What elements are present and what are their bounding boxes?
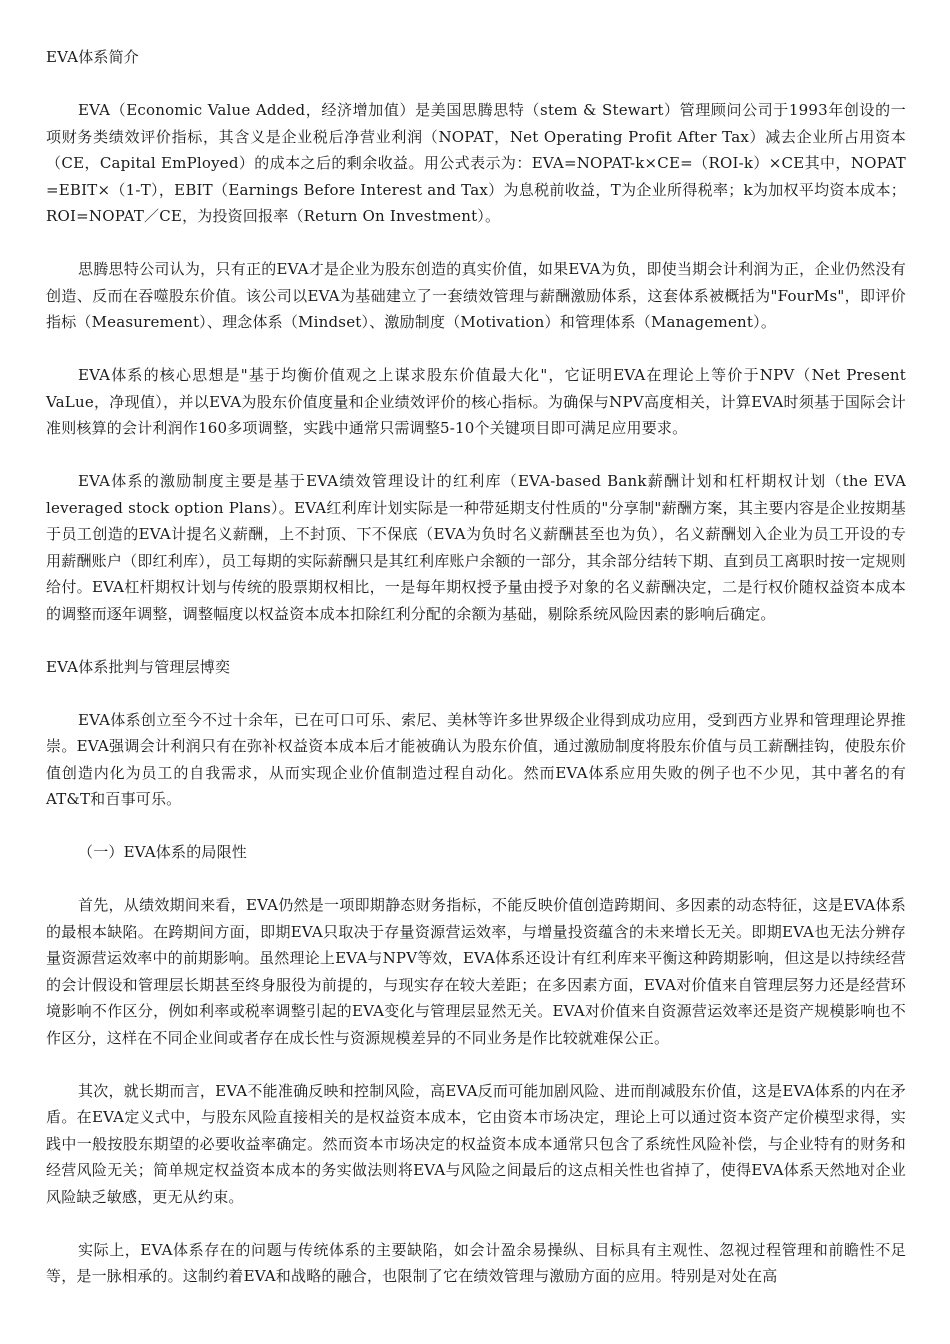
section-heading-eva-intro: EVA体系简介 [46,48,139,66]
subsection-heading-limitations: （一）EVA体系的局限性 [78,843,247,861]
paragraph: 实际上，EVA体系存在的问题与传统体系的主要缺陷，如会计盈余易操纵、目标具有主观性、忽视过程管理和前瞻性不足等，是一脉相承的。这制约着EVA和战略的融合，也限制了它在绩效管理与激励方面的应用。特别是对处在高 [46,1240,906,1285]
paragraph: EVA（Economic Value Added，经济增加值）是美国思腾思特（stem & Stewart）管理顾问公司于1993年创设的一项财务类绩效评价指标，其含义是企业税后净营业利润（NOPAT，Net Operating Profit After Tax）减去企业所占用资本（CE，Capital EmPloyed）的成本之后的剩余收益。用公式表示为：EVA=NOPAT-k×CE=（ROI-k）×CE其中，NOPAT =EBIT×（1-T），EBIT（Earnings Before Interest and Tax）为息税前收益，T为企业所得税率；k为加权平均资本成本；ROI=NOPAT／CE，为投资回报率（Return On Investment）。 [46,101,906,225]
paragraph: 思腾思特公司认为，只有正的EVA才是企业为股东创造的真实价值，如果EVA为负，即使当期会计利润为正，企业仍然没有创造、反而在吞噬股东价值。该公司以EVA为基础建立了一套绩效管理与薪酬激励体系，这套体系被概括为"FourMs"，即评价指标（Measurement）、理念体系（Mindset）、激励制度（Motivation）和管理体系（Management）。 [46,260,906,331]
paragraph: 其次，就长期而言，EVA不能准确反映和控制风险，高EVA反而可能加剧风险、进而削减股东价值，这是EVA体系的内在矛盾。在EVA定义式中，与股东风险直接相关的是权益资本成本，它由资本市场决定，理论上可以通过资本资产定价模型求得，实践中一般按股东期望的必要收益率确定。然而资本市场决定的权益资本成本通常只包含了系统性风险补偿，与企业特有的财务和经营风险无关；简单规定权益资本成本的务实做法则将EVA与风险之间最后的这点相关性也省掉了，使得EVA体系天然地对企业风险缺乏敏感，更无从约束。 [46,1081,906,1206]
paragraph: 首先，从绩效期间来看，EVA仍然是一项即期静态财务指标，不能反映价值创造跨期间、多因素的动态特征，这是EVA体系的最根本缺陷。在跨期间方面，即期EVA只取决于存量资源营运效率，与增量投资蕴含的未来增长无关。即期EVA也无法分辨存量资源营运效率中的前期影响。虽然理论上EVA与NPV等效，EVA体系还设计有红利库来平衡这种跨期影响，但这是以持续经营的会计假设和管理层长期甚至终身服役为前提的，与现实存在较大差距；在多因素方面，EVA对价值来自管理层努力还是经营环境影响不作区分，例如利率或税率调整引起的EVA变化与管理层显然无关。EVA对价值来自资源营运效率还是资产规模影响也不作区分，这样在不同企业间或者存在成长性与资源规模差异的不同业务是作比较就难保公正。 [46,896,906,1047]
paragraph: EVA体系的核心思想是"基于均衡价值观之上谋求股东价值最大化"，它证明EVA在理论上等价于NPV（Net Present VaLue，净现值），并以EVA为股东价值度量和企业绩效评价的核心指标。为确保与NPV高度相关，计算EVA时须基于国际会计准则核算的会计利润作160多项调整，实践中通常只需调整5-10个关键项目即可满足应用要求。 [46,366,906,437]
document-page [46,44,906,1316]
section-heading-eva-critique: EVA体系批判与管理层博奕 [46,657,231,676]
paragraph: EVA体系创立至今不过十余年，已在可口可乐、索尼、美林等许多世界级企业得到成功应用，受到西方业界和管理理论界推崇。EVA强调会计利润只有在弥补权益资本成本后才能被确认为股东价值，通过激励制度将股东价值与员工薪酬挂钩，使股东价值创造内化为员工的自我需求，从而实现企业价值制造过程自动化。然而EVA体系应用失败的例子也不少见，其中著名的有AT&T和百事可乐。 [46,710,906,808]
paragraph: EVA体系的激励制度主要是基于EVA绩效管理设计的红利库（EVA-based Bank薪酬计划和杠杆期权计划（the EVA leveraged stock option Plans）。EVA红利库计划实际是一种带延期支付性质的"分享制"薪酬方案，其主要内容是企业按期基于员工创造的EVA计提名义薪酬，上不封顶、下不保底（EVA为负时名义薪酬甚至也为负），名义薪酬划入企业为员工开设的专用薪酬账户（即红利库），员工每期的实际薪酬只是其红利库账户余额的一部分，其余部分结转下期、直到员工离职时按一定规则给付。EVA杠杆期权计划与传统的股票期权相比，一是每年期权授予量由授予对象的名义薪酬决定，二是行权价随权益资本成本的调整而逐年调整，调整幅度以权益资本成本扣除红利分配的余额为基础，剔除系统风险因素的影响后确定。 [46,472,906,623]
